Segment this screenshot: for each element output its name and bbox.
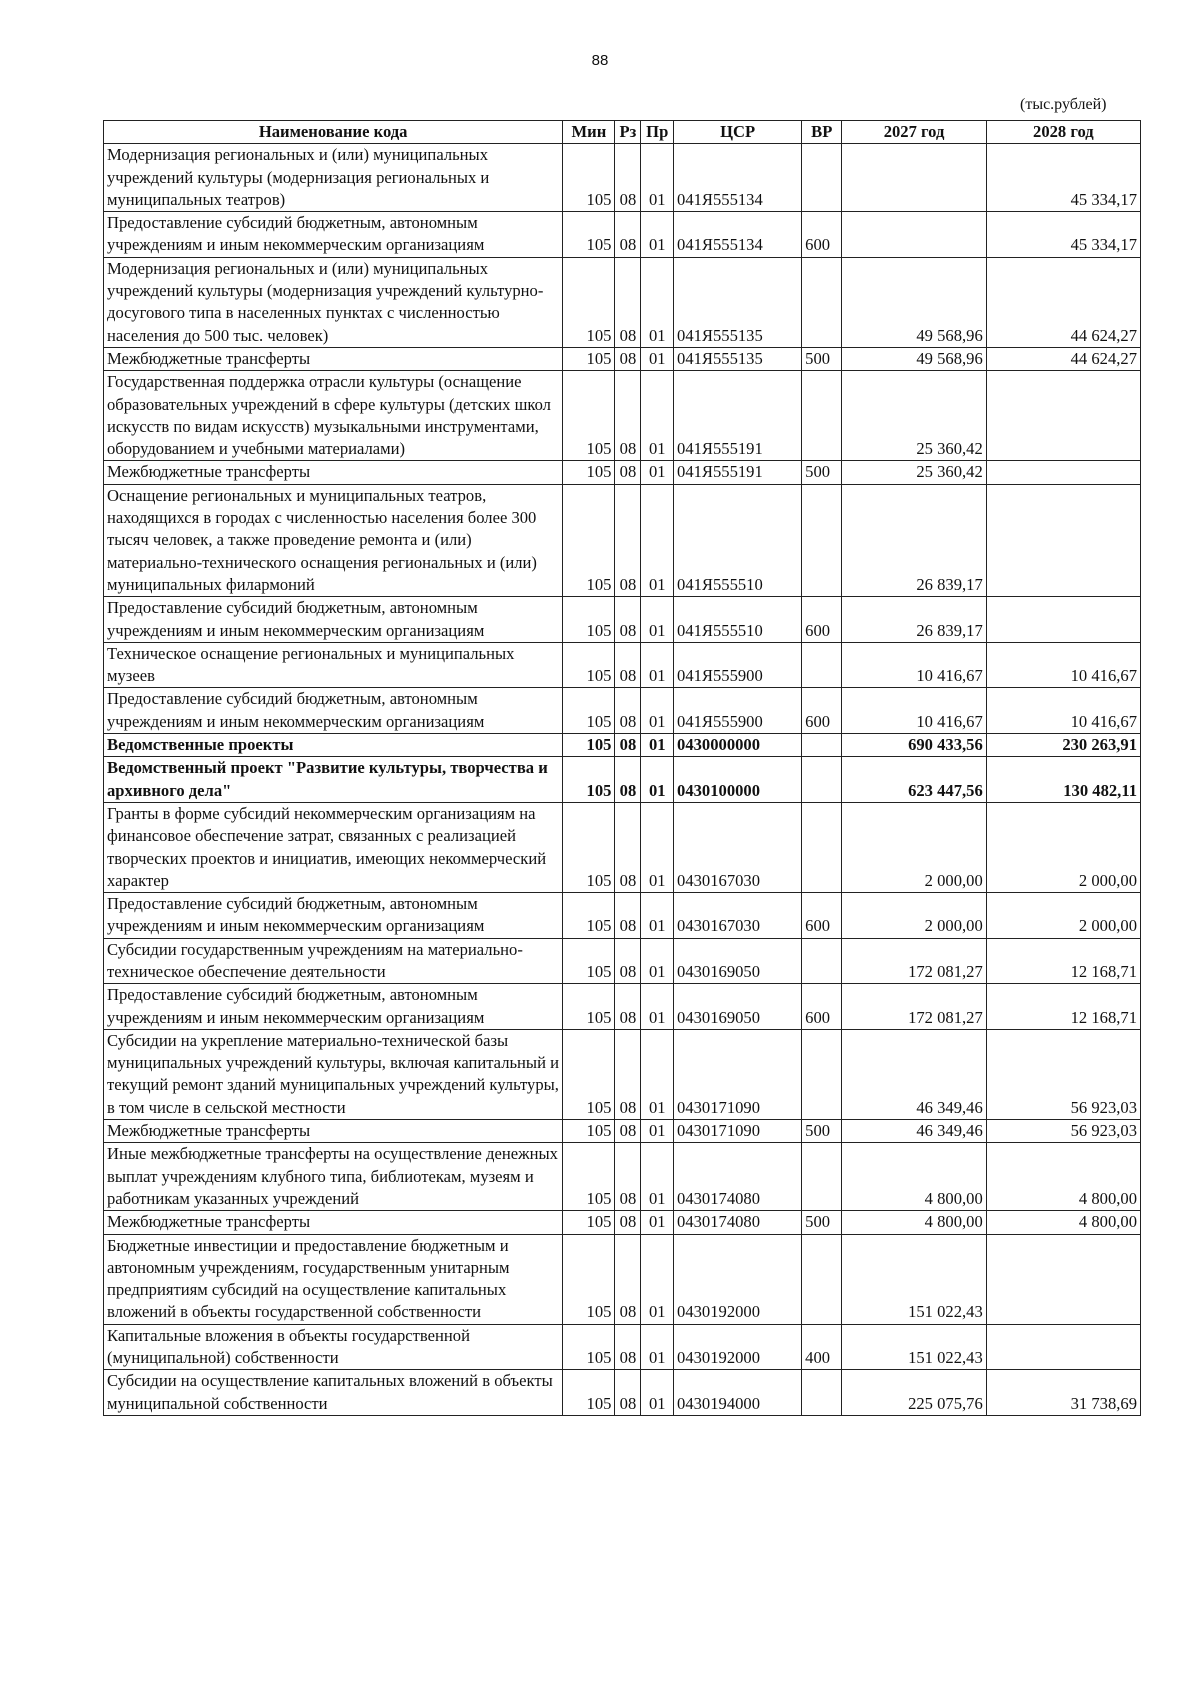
header-name: Наименование кода	[104, 121, 563, 144]
name-cell: Иные межбюджетные трансферты на осуществление денежных выплат учреждениям клубного типа, библиотекам, музеям и работникам указанных учреждений	[104, 1143, 563, 1211]
table-row	[104, 347, 1141, 370]
table-row	[104, 484, 1141, 596]
csr-cell: 0430192000	[674, 1324, 802, 1370]
rz-cell: 08	[615, 1324, 641, 1370]
name-cell: Предоставление субсидий бюджетным, автономным учреждениям и иным некоммерческим организациям	[104, 984, 563, 1030]
value-2028-cell: 56 923,03	[986, 1029, 1140, 1119]
value-2028-cell: 4 800,00	[986, 1211, 1140, 1234]
budget-table	[103, 120, 1141, 1416]
pr-cell: 01	[641, 371, 674, 461]
min-cell: 105	[563, 1370, 615, 1416]
value-2027-cell: 46 349,46	[842, 1029, 986, 1119]
name-cell: Предоставление субсидий бюджетным, автономным учреждениям и иным некоммерческим организациям	[104, 893, 563, 939]
vr-cell: 600	[802, 212, 842, 258]
vr-cell	[802, 1234, 842, 1324]
name-cell: Государственная поддержка отрасли культуры (оснащение образовательных учреждений в сфере культуры (детских школ искусств по видам искусств) музыкальными инструментами, оборудованием и учебными материалами)	[104, 371, 563, 461]
pr-cell: 01	[641, 484, 674, 596]
vr-cell	[802, 757, 842, 803]
value-2028-cell: 45 334,17	[986, 144, 1140, 212]
min-cell: 105	[563, 212, 615, 258]
rz-cell: 08	[615, 938, 641, 984]
value-2028-cell: 10 416,67	[986, 688, 1140, 734]
rz-cell: 08	[615, 642, 641, 688]
rz-cell: 08	[615, 484, 641, 596]
value-2028-cell: 44 624,27	[986, 347, 1140, 370]
name-cell: Ведомственные проекты	[104, 734, 563, 757]
rz-cell: 08	[615, 802, 641, 892]
value-2027-cell: 26 839,17	[842, 484, 986, 596]
value-2027-cell: 4 800,00	[842, 1143, 986, 1211]
min-cell: 105	[563, 642, 615, 688]
rz-cell: 08	[615, 257, 641, 347]
min-cell: 105	[563, 461, 615, 484]
name-cell: Межбюджетные трансферты	[104, 1120, 563, 1143]
csr-cell: 0430171090	[674, 1120, 802, 1143]
name-cell: Модернизация региональных и (или) муниципальных учреждений культуры (модернизация учреждений культурно-досугового типа в населенных пунктах с численностью населения до 500 тыс. человек)	[104, 257, 563, 347]
value-2027-cell: 46 349,46	[842, 1120, 986, 1143]
table-row	[104, 461, 1141, 484]
min-cell: 105	[563, 802, 615, 892]
vr-cell	[802, 1029, 842, 1119]
vr-cell: 600	[802, 984, 842, 1030]
header-2028: 2028 год	[986, 121, 1140, 144]
csr-cell: 0430194000	[674, 1370, 802, 1416]
table-row	[104, 1143, 1141, 1211]
value-2028-cell: 12 168,71	[986, 938, 1140, 984]
rz-cell: 08	[615, 893, 641, 939]
min-cell: 105	[563, 144, 615, 212]
pr-cell: 01	[641, 1211, 674, 1234]
vr-cell: 600	[802, 688, 842, 734]
value-2028-cell: 12 168,71	[986, 984, 1140, 1030]
header-csr: ЦСР	[674, 121, 802, 144]
value-2028-cell	[986, 1324, 1140, 1370]
value-2027-cell	[842, 212, 986, 258]
name-cell: Субсидии на осуществление капитальных вложений в объекты муниципальной собственности	[104, 1370, 563, 1416]
rz-cell: 08	[615, 371, 641, 461]
pr-cell: 01	[641, 757, 674, 803]
table-body	[104, 144, 1141, 1416]
vr-cell: 500	[802, 461, 842, 484]
csr-cell: 0430169050	[674, 984, 802, 1030]
rz-cell: 08	[615, 1370, 641, 1416]
pr-cell: 01	[641, 893, 674, 939]
rz-cell: 08	[615, 347, 641, 370]
vr-cell	[802, 642, 842, 688]
vr-cell	[802, 802, 842, 892]
pr-cell: 01	[641, 1234, 674, 1324]
pr-cell: 01	[641, 734, 674, 757]
value-2027-cell: 172 081,27	[842, 938, 986, 984]
csr-cell: 0430174080	[674, 1143, 802, 1211]
value-2028-cell: 45 334,17	[986, 212, 1140, 258]
table-row	[104, 802, 1141, 892]
value-2028-cell	[986, 371, 1140, 461]
value-2027-cell: 151 022,43	[842, 1234, 986, 1324]
table-row	[104, 371, 1141, 461]
value-2027-cell: 623 447,56	[842, 757, 986, 803]
csr-cell: 0430174080	[674, 1211, 802, 1234]
value-2027-cell: 690 433,56	[842, 734, 986, 757]
table-row	[104, 212, 1141, 258]
value-2028-cell: 10 416,67	[986, 642, 1140, 688]
csr-cell: 0430167030	[674, 893, 802, 939]
table-row	[104, 688, 1141, 734]
csr-cell: 041Я555510	[674, 484, 802, 596]
csr-cell: 041Я555900	[674, 642, 802, 688]
min-cell: 105	[563, 688, 615, 734]
vr-cell	[802, 1370, 842, 1416]
name-cell: Предоставление субсидий бюджетным, автономным учреждениям и иным некоммерческим организациям	[104, 212, 563, 258]
rz-cell: 08	[615, 597, 641, 643]
csr-cell: 0430000000	[674, 734, 802, 757]
min-cell: 105	[563, 734, 615, 757]
min-cell: 105	[563, 484, 615, 596]
min-cell: 105	[563, 757, 615, 803]
csr-cell: 041Я555510	[674, 597, 802, 643]
min-cell: 105	[563, 893, 615, 939]
vr-cell	[802, 257, 842, 347]
vr-cell	[802, 938, 842, 984]
pr-cell: 01	[641, 1029, 674, 1119]
rz-cell: 08	[615, 461, 641, 484]
csr-cell: 041Я555134	[674, 144, 802, 212]
value-2027-cell: 49 568,96	[842, 347, 986, 370]
table-row	[104, 597, 1141, 643]
value-2027-cell: 25 360,42	[842, 371, 986, 461]
pr-cell: 01	[641, 461, 674, 484]
csr-cell: 041Я555191	[674, 461, 802, 484]
min-cell: 105	[563, 347, 615, 370]
rz-cell: 08	[615, 1120, 641, 1143]
value-2027-cell: 225 075,76	[842, 1370, 986, 1416]
table-row	[104, 642, 1141, 688]
table-row	[104, 1324, 1141, 1370]
rz-cell: 08	[615, 1234, 641, 1324]
rz-cell: 08	[615, 734, 641, 757]
value-2028-cell: 4 800,00	[986, 1143, 1140, 1211]
table-row	[104, 1211, 1141, 1234]
value-2027-cell: 151 022,43	[842, 1324, 986, 1370]
table-row	[104, 1234, 1141, 1324]
rz-cell: 08	[615, 212, 641, 258]
name-cell: Оснащение региональных и муниципальных театров, находящихся в городах с численностью населения более 300 тысяч человек, а также проведение ремонта и (или) материально-технического оснащения региональных и (или) муниципальных филармоний	[104, 484, 563, 596]
rz-cell: 08	[615, 688, 641, 734]
units-label: (тыс.рублей)	[1020, 96, 1107, 113]
csr-cell: 041Я555900	[674, 688, 802, 734]
pr-cell: 01	[641, 1370, 674, 1416]
table-row	[104, 893, 1141, 939]
name-cell: Предоставление субсидий бюджетным, автономным учреждениям и иным некоммерческим организациям	[104, 597, 563, 643]
value-2027-cell: 25 360,42	[842, 461, 986, 484]
name-cell: Гранты в форме субсидий некоммерческим организациям на финансовое обеспечение затрат, связанных с реализацией творческих проектов и инициатив, имеющих некоммерческий характер	[104, 802, 563, 892]
csr-cell: 041Я555134	[674, 212, 802, 258]
csr-cell: 0430100000	[674, 757, 802, 803]
table-row	[104, 1120, 1141, 1143]
header-min: Мин	[563, 121, 615, 144]
pr-cell: 01	[641, 597, 674, 643]
name-cell: Межбюджетные трансферты	[104, 1211, 563, 1234]
csr-cell: 0430167030	[674, 802, 802, 892]
table-row	[104, 144, 1141, 212]
csr-cell: 0430169050	[674, 938, 802, 984]
value-2028-cell	[986, 461, 1140, 484]
pr-cell: 01	[641, 257, 674, 347]
value-2028-cell	[986, 597, 1140, 643]
vr-cell	[802, 144, 842, 212]
page-number: 88	[591, 52, 609, 69]
min-cell: 105	[563, 1120, 615, 1143]
value-2027-cell	[842, 144, 986, 212]
rz-cell: 08	[615, 144, 641, 212]
vr-cell: 600	[802, 893, 842, 939]
header-pr: Пр	[641, 121, 674, 144]
pr-cell: 01	[641, 938, 674, 984]
name-cell: Субсидии на укрепление материально-технической базы муниципальных учреждений культуры, включая капитальный и текущий ремонт зданий муниципальных учреждений культуры, в том числе в сельской местности	[104, 1029, 563, 1119]
vr-cell: 600	[802, 597, 842, 643]
value-2027-cell: 2 000,00	[842, 802, 986, 892]
min-cell: 105	[563, 257, 615, 347]
vr-cell: 400	[802, 1324, 842, 1370]
pr-cell: 01	[641, 802, 674, 892]
name-cell: Бюджетные инвестиции и предоставление бюджетным и автономным учреждениям, государственным унитарным предприятиям субсидий на осуществление капитальных вложений в объекты государственной собственности	[104, 1234, 563, 1324]
header-2027: 2027 год	[842, 121, 986, 144]
header-rz: Рз	[615, 121, 641, 144]
vr-cell: 500	[802, 1211, 842, 1234]
csr-cell: 041Я555135	[674, 257, 802, 347]
value-2028-cell: 44 624,27	[986, 257, 1140, 347]
csr-cell: 041Я555191	[674, 371, 802, 461]
min-cell: 105	[563, 1143, 615, 1211]
min-cell: 105	[563, 1324, 615, 1370]
value-2027-cell: 172 081,27	[842, 984, 986, 1030]
csr-cell: 0430171090	[674, 1029, 802, 1119]
min-cell: 105	[563, 984, 615, 1030]
value-2027-cell: 49 568,96	[842, 257, 986, 347]
rz-cell: 08	[615, 1029, 641, 1119]
table-row	[104, 734, 1141, 757]
pr-cell: 01	[641, 1143, 674, 1211]
table-row	[104, 1029, 1141, 1119]
rz-cell: 08	[615, 1211, 641, 1234]
table-row	[104, 984, 1141, 1030]
value-2027-cell: 10 416,67	[842, 642, 986, 688]
table-row	[104, 1370, 1141, 1416]
name-cell: Техническое оснащение региональных и муниципальных музеев	[104, 642, 563, 688]
value-2027-cell: 4 800,00	[842, 1211, 986, 1234]
pr-cell: 01	[641, 688, 674, 734]
pr-cell: 01	[641, 1324, 674, 1370]
value-2028-cell: 31 738,69	[986, 1370, 1140, 1416]
name-cell: Ведомственный проект "Развитие культуры, творчества и архивного дела"	[104, 757, 563, 803]
min-cell: 105	[563, 938, 615, 984]
rz-cell: 08	[615, 1143, 641, 1211]
vr-cell	[802, 734, 842, 757]
pr-cell: 01	[641, 347, 674, 370]
value-2028-cell: 130 482,11	[986, 757, 1140, 803]
table-row	[104, 257, 1141, 347]
value-2027-cell: 2 000,00	[842, 893, 986, 939]
rz-cell: 08	[615, 984, 641, 1030]
header-vr: ВР	[802, 121, 842, 144]
vr-cell: 500	[802, 1120, 842, 1143]
table-header-row	[104, 121, 1141, 144]
min-cell: 105	[563, 1234, 615, 1324]
table-row	[104, 938, 1141, 984]
value-2028-cell	[986, 484, 1140, 596]
pr-cell: 01	[641, 144, 674, 212]
name-cell: Модернизация региональных и (или) муниципальных учреждений культуры (модернизация региональных и муниципальных театров)	[104, 144, 563, 212]
csr-cell: 041Я555135	[674, 347, 802, 370]
min-cell: 105	[563, 597, 615, 643]
vr-cell	[802, 484, 842, 596]
value-2028-cell: 56 923,03	[986, 1120, 1140, 1143]
pr-cell: 01	[641, 984, 674, 1030]
min-cell: 105	[563, 1029, 615, 1119]
csr-cell: 0430192000	[674, 1234, 802, 1324]
value-2028-cell: 2 000,00	[986, 893, 1140, 939]
value-2028-cell	[986, 1234, 1140, 1324]
value-2027-cell: 26 839,17	[842, 597, 986, 643]
rz-cell: 08	[615, 757, 641, 803]
value-2027-cell: 10 416,67	[842, 688, 986, 734]
vr-cell: 500	[802, 347, 842, 370]
vr-cell	[802, 1143, 842, 1211]
name-cell: Субсидии государственным учреждениям на материально-техническое обеспечение деятельности	[104, 938, 563, 984]
value-2028-cell: 2 000,00	[986, 802, 1140, 892]
name-cell: Межбюджетные трансферты	[104, 461, 563, 484]
pr-cell: 01	[641, 642, 674, 688]
min-cell: 105	[563, 1211, 615, 1234]
name-cell: Предоставление субсидий бюджетным, автономным учреждениям и иным некоммерческим организациям	[104, 688, 563, 734]
pr-cell: 01	[641, 1120, 674, 1143]
table-row	[104, 757, 1141, 803]
min-cell: 105	[563, 371, 615, 461]
name-cell: Межбюджетные трансферты	[104, 347, 563, 370]
name-cell: Капитальные вложения в объекты государственной (муниципальной) собственности	[104, 1324, 563, 1370]
pr-cell: 01	[641, 212, 674, 258]
vr-cell	[802, 371, 842, 461]
value-2028-cell: 230 263,91	[986, 734, 1140, 757]
